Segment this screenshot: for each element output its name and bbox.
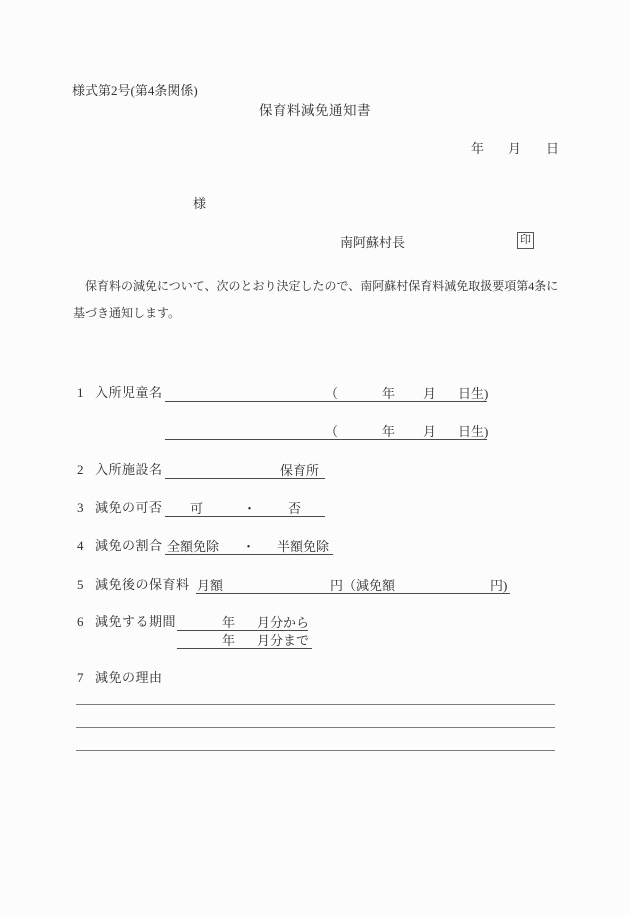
- item-number: 6: [77, 614, 84, 629]
- addressee-suffix: 様: [193, 196, 207, 211]
- page-title: 保育料減免通知書: [259, 103, 371, 118]
- birth-year-label: 年: [382, 386, 396, 401]
- fee-monthly-prefix: 月額: [197, 578, 224, 593]
- ratio-separator-dot: ・: [242, 539, 256, 554]
- fee-yen-reduction-open: 円（減免額: [330, 578, 396, 593]
- date-day-label: 日: [546, 141, 560, 156]
- facility-name-blank: [165, 462, 325, 479]
- body-paragraph-line2: 基づき通知します。: [73, 306, 181, 320]
- birth-month-label: 月: [423, 424, 437, 439]
- reason-writing-line: [76, 750, 555, 751]
- child-name-blank-row1: [165, 385, 487, 402]
- item-number: 2: [77, 462, 84, 477]
- item-number: 7: [77, 670, 84, 685]
- field-child-name-label: 入所児童名: [95, 385, 163, 400]
- date-month-label: 月: [508, 141, 522, 156]
- ratio-option-half: 半額免除: [277, 539, 330, 554]
- period-from-year-label: 年: [222, 615, 236, 630]
- period-from-blank: [177, 614, 308, 631]
- period-to-year-label: 年: [222, 633, 236, 648]
- field-facility-label: 入所施設名: [95, 462, 163, 477]
- item-number: 5: [77, 577, 84, 592]
- approval-option-yes: 可: [190, 501, 204, 516]
- birth-paren-open: （: [325, 424, 339, 439]
- period-from-suffix: 月分から: [257, 615, 310, 630]
- reason-writing-line: [76, 727, 555, 728]
- approval-option-no: 否: [288, 501, 302, 516]
- approval-separator-dot: ・: [243, 501, 257, 516]
- field-reason-label: 減免の理由: [95, 670, 163, 685]
- child-name-blank-row2: [165, 423, 487, 440]
- date-year-label: 年: [471, 141, 485, 156]
- birth-year-label: 年: [382, 424, 396, 439]
- field-period-label: 減免する期間: [95, 614, 177, 629]
- ratio-options-blank: [165, 538, 333, 555]
- body-paragraph-line1: 保育料の減免について、次のとおり決定したので、南阿蘇村保育料減免取扱要項第4条に: [73, 279, 559, 293]
- item-number: 1: [77, 385, 84, 400]
- fee-yen-close: 円): [490, 578, 508, 593]
- birth-day-close: 日生): [458, 424, 489, 439]
- ratio-option-full: 全額免除: [167, 539, 220, 554]
- field-ratio-label: 減免の割合: [95, 538, 163, 553]
- birth-month-label: 月: [423, 386, 437, 401]
- item-number: 3: [77, 500, 84, 515]
- sender-title: 南阿蘇村長: [340, 235, 406, 250]
- seal-mark: 印: [517, 232, 534, 249]
- approval-options-blank: [165, 500, 325, 517]
- period-to-suffix: 月分まで: [257, 633, 310, 648]
- birth-day-close: 日生): [458, 386, 489, 401]
- field-approval-label: 減免の可否: [95, 500, 163, 515]
- fee-amount-blank: [196, 577, 510, 594]
- reason-writing-line: [76, 704, 555, 705]
- form-number: 様式第2号(第4条関係): [72, 83, 198, 98]
- birth-paren-open: （: [325, 386, 339, 401]
- field-fee-label: 減免後の保育料: [95, 577, 190, 592]
- item-number: 4: [77, 538, 84, 553]
- facility-suffix: 保育所: [280, 463, 320, 478]
- period-to-blank: [177, 632, 312, 649]
